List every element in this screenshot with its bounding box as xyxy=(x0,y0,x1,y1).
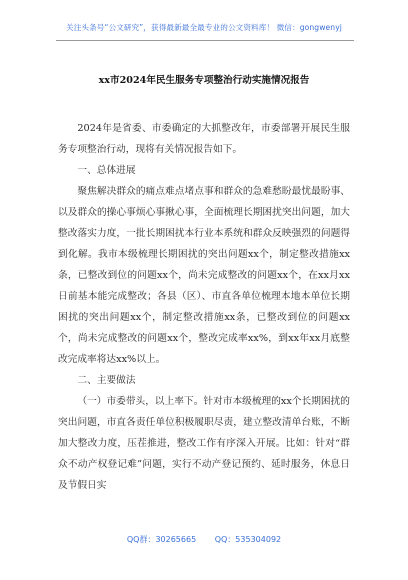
footer-qq: QQ：535304092 xyxy=(214,535,282,544)
header-divider xyxy=(56,40,354,41)
header-banner: 关注头条号“公文研究”，获得最新最全最专业的公文资料库！ 微信：gongwenyj xyxy=(66,23,342,32)
intro-paragraph: 2024年是省委、市委确定的大抓整改年，市委部署开展民生服务专项整治行动，现将有关情况报告如下。 xyxy=(58,123,350,155)
progress-paragraph: 聚焦解决群众的痛点难点堵点事和群众的急难愁盼最忧最盼事、以及群众的操心事烦心事揪心事，全面梳理长期困扰突出问题，加大整改落实力度，一批长期困扰本行业本系统和群众反映强烈的问题得到化解。我市本级梳理长期困扰的突出问题xx个，制定整改措施xx条，已整改到位的问题xx个，尚未完成整改的问题xx个，在xx月xx日前基本能完成整改；各县（区）、市直各单位梳理本地本单位长期困扰的突出问题xx个，制定整改措施xx条，已整改到位的问题xx个，尚未完成整改的问题xx个，整改完成率xx%，到xx年xx月底整改完成率将达xx%以上。 xyxy=(58,186,350,365)
practices-paragraph: （一）市委带头，以上率下。针对市本级梳理的xx个长期困扰的突出问题，市直各责任单位积极履职尽责，建立整改清单台账，不断加大整改力度，压茬推进，整改工作有序深入开展。比如：针对“群众不动产权登记难”问题，实行不动产登记预约、延时服务，休息日及节假日实 xyxy=(58,396,350,491)
footer-qq-group: QQ群：30265665 xyxy=(126,535,197,544)
section-heading-progress: 一、总体进展 xyxy=(77,165,136,176)
footer-contact xyxy=(0,534,408,545)
document-title: xx市2024年民生服务专项整治行动实施情况报告 xyxy=(98,75,310,86)
document-body xyxy=(58,118,350,496)
section-heading-practices: 二、主要做法 xyxy=(77,375,136,386)
